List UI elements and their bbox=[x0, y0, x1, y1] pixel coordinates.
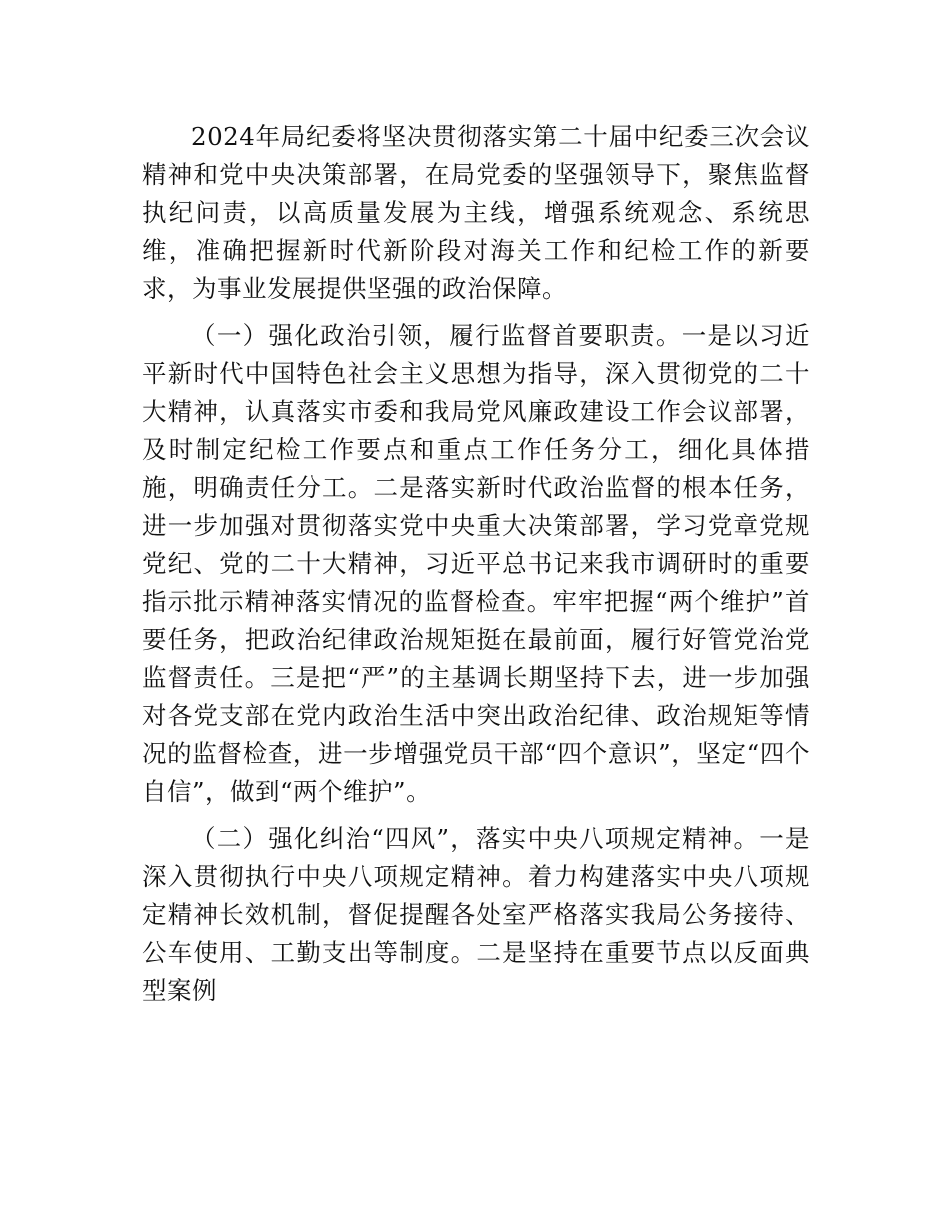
paragraph-section-1: （一）强化政治引领，履行监督首要职责。一是以习近平新时代中国特色社会主义思想为指导，深入贯彻党的二十大精神，认真落实市委和我局党风廉政建设工作会议部署，及时制定纪检工作要点和重点工作任务分工，细化具体措施，明确责任分工。二是落实新时代政治监督的根本任务，进一步加强对贯彻落实党中央重大决策部署，学习党章党规党纪、党的二十大精神，习近平总书记来我市调研时的重要指示批示精神落实情况的监督检查。牢牢把握“两个维护”首要任务，把政治纪律政治规矩挺在最前面，履行好管党治党监督责任。三是把“严”的主基调长期坚持下去，进一步加强对各党支部在党内政治生活中突出政治纪律、政治规矩等情况的监督检查，进一步增强党员干部“四个意识”，坚定“四个自信”，做到“两个维护”。 bbox=[142, 321, 810, 806]
document-body bbox=[142, 118, 810, 1019]
paragraph-section-2: （二）强化纠治“四风”，落实中央八项规定精神。一是深入贯彻执行中央八项规定精神。着力构建落实中央八项规定精神长效机制，督促提醒各处室严格落实我局公务接待、公车使用、工勤支出等制度。二是坚持在重要节点以反面典型案例 bbox=[142, 824, 810, 1005]
paragraph-intro: 2024年局纪委将坚决贯彻落实第二十届中纪委三次会议精神和党中央决策部署，在局党委的坚强领导下，聚焦监督执纪问责，以高质量发展为主线，增强系统观念、系统思维，准确把握新时代新阶段对海关工作和纪检工作的新要求，为事业发展提供坚强的政治保障。 bbox=[142, 122, 810, 303]
